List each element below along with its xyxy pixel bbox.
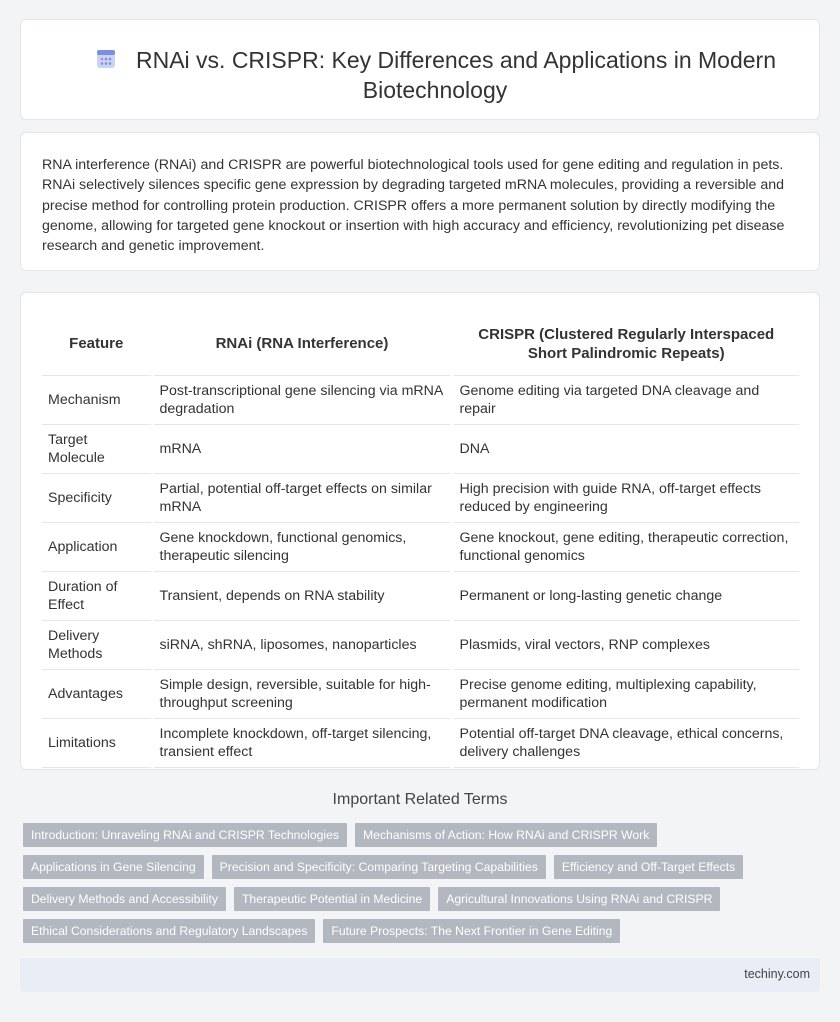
footer (20, 958, 820, 992)
header-rnai: RNAi (RNA Interference) (152, 313, 452, 375)
related-term-tag[interactable]: Therapeutic Potential in Medicine (234, 887, 430, 911)
cell-feature: Specificity (42, 473, 152, 522)
header-crispr: CRISPR (Clustered Regularly Interspaced Short Palindromic Repeats) (452, 313, 799, 375)
cell-feature: Mechanism (42, 375, 152, 424)
related-term-tag[interactable]: Introduction: Unraveling RNAi and CRISPR Technologies (23, 823, 347, 847)
table-row (42, 473, 799, 522)
related-term-tag[interactable]: Ethical Considerations and Regulatory Landscapes (23, 919, 315, 943)
tag-row (23, 919, 743, 943)
cell-rnai: Incomplete knockdown, off-target silencing, transient effect (152, 718, 452, 767)
calendar-icon (94, 47, 118, 71)
cell-feature: Application (42, 522, 152, 571)
related-term-tag[interactable]: Agricultural Innovations Using RNAi and CRISPR (438, 887, 720, 911)
intro-card (20, 132, 820, 271)
table-row (42, 522, 799, 571)
tag-row (23, 887, 743, 911)
related-terms-title: Important Related Terms (332, 791, 508, 808)
cell-rnai: Simple design, reversible, suitable for high-throughput screening (152, 669, 452, 718)
cell-crispr: DNA (452, 424, 799, 473)
header-feature: Feature (42, 313, 152, 375)
cell-crispr: Potential off-target DNA cleavage, ethical concerns, delivery challenges (452, 718, 799, 767)
cell-feature: Duration of Effect (42, 571, 152, 620)
table-row (42, 718, 799, 767)
cell-feature: Limitations (42, 718, 152, 767)
tag-row (23, 823, 743, 847)
comparison-table-card (20, 292, 820, 770)
comparison-table (42, 313, 799, 768)
related-term-tag[interactable]: Delivery Methods and Accessibility (23, 887, 226, 911)
cell-rnai: Transient, depends on RNA stability (152, 571, 452, 620)
cell-feature: Delivery Methods (42, 620, 152, 669)
related-term-tag[interactable]: Mechanisms of Action: How RNAi and CRISPR Work (355, 823, 657, 847)
cell-crispr: Genome editing via targeted DNA cleavage and repair (452, 375, 799, 424)
title-wrap (81, 45, 789, 105)
related-term-tag[interactable]: Applications in Gene Silencing (23, 855, 204, 879)
cell-feature: Advantages (42, 669, 152, 718)
cell-feature: Target Molecule (42, 424, 152, 473)
cell-rnai: Partial, potential off-target effects on similar mRNA (152, 473, 452, 522)
cell-crispr: Precise genome editing, multiplexing capability, permanent modification (452, 669, 799, 718)
table-row (42, 424, 799, 473)
page-title (81, 45, 789, 105)
cell-crispr: Permanent or long-lasting genetic change (452, 571, 799, 620)
cell-crispr: Gene knockout, gene editing, therapeutic correction, functional genomics (452, 522, 799, 571)
cell-rnai: siRNA, shRNA, liposomes, nanoparticles (152, 620, 452, 669)
table-row (42, 571, 799, 620)
table-row (42, 375, 799, 424)
table-header-row (42, 313, 799, 375)
tag-row (23, 855, 743, 879)
cell-crispr: High precision with guide RNA, off-target effects reduced by engineering (452, 473, 799, 522)
header-card (20, 19, 820, 120)
table-row (42, 669, 799, 718)
footer-site: techiny.com (744, 967, 810, 981)
related-term-tag[interactable]: Efficiency and Off-Target Effects (554, 855, 743, 879)
page-title-text: RNAi vs. CRISPR: Key Differences and Applications in Modern Biotechnology (135, 47, 777, 103)
cell-rnai: mRNA (152, 424, 452, 473)
cell-crispr: Plasmids, viral vectors, RNP complexes (452, 620, 799, 669)
cell-rnai: Post-transcriptional gene silencing via mRNA degradation (152, 375, 452, 424)
cell-rnai: Gene knockdown, functional genomics, therapeutic silencing (152, 522, 452, 571)
related-term-tag[interactable]: Precision and Specificity: Comparing Targeting Capabilities (212, 855, 546, 879)
related-term-tag[interactable]: Future Prospects: The Next Frontier in Gene Editing (323, 919, 620, 943)
intro-paragraph: RNA interference (RNAi) and CRISPR are powerful biotechnological tools used for gene editing and regulation in pets. RNAi selectively silences specific gene expression by degrading targeted mRNA molecules, providing a reversible and precise method for controlling protein production. CRISPR offers a more permanent solution by directly modifying the genome, allowing for targeted gene knockout or insertion with high accuracy and efficiency, revolutionizing pet disease research and genetic improvement. (42, 157, 785, 255)
related-terms-tags (23, 823, 743, 951)
table-body (42, 375, 799, 767)
table-row (42, 620, 799, 669)
